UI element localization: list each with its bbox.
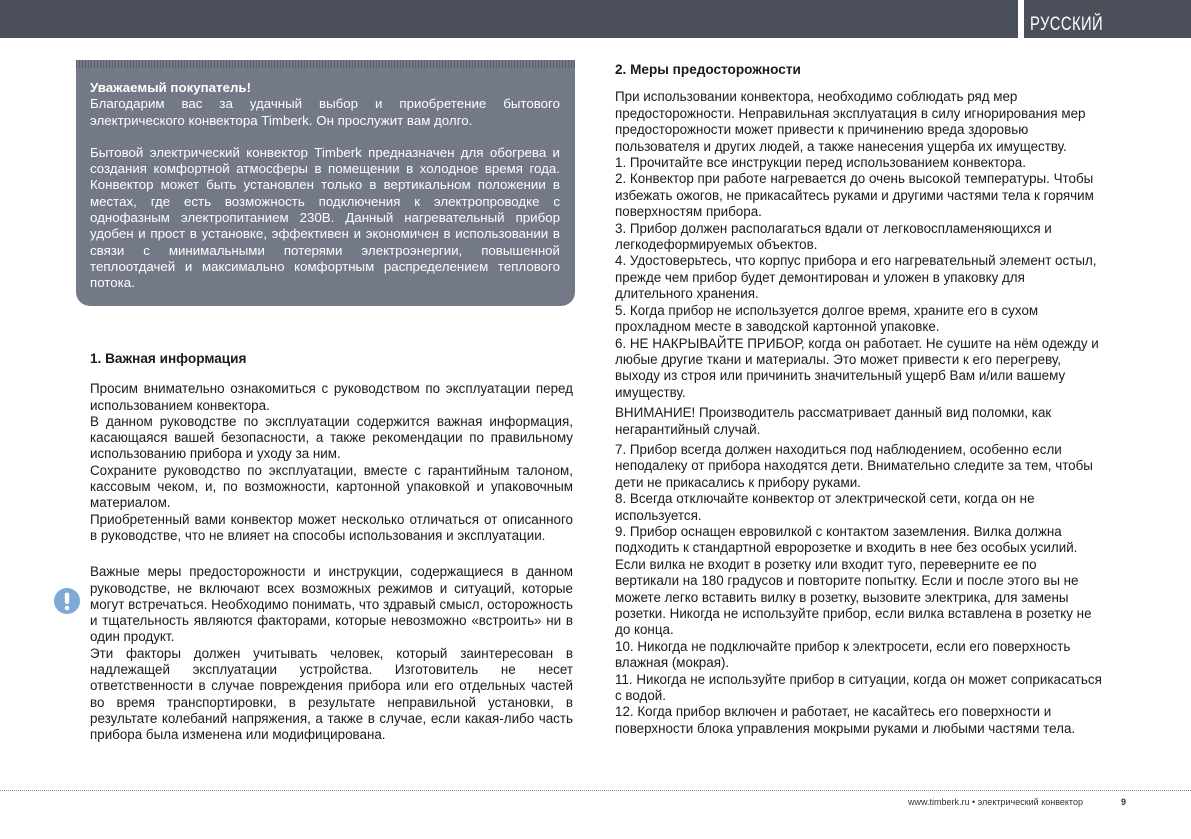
- precaution-item: 10. Никогда не подключайте прибор к электросети, если его поверхность влажная (мокрая).: [615, 638, 1071, 671]
- section1-paragraph: Приобретенный вами конвектор может несколько отличаться от описанного в руководстве, что не влияет на способы использования и эксплуатации.: [90, 511, 573, 543]
- precaution-item: 7. Прибор всегда должен находиться под наблюдением, особенно если неподалеку от прибора находятся дети. Внимательно следите за тем, чтобы дети не прикасались к прибору руками.: [615, 441, 1093, 490]
- page-number: 9: [1121, 797, 1127, 807]
- precaution-item: 9. Прибор оснащен евровилкой с контактом заземления. Вилка должна подходить к стандартной евророзетке и входить в нее без особых усилий. Если вилка не входит в розетку или входит туго, переверните ее по вертикали на 180 градусов и повторите попытку. Если и после этого вы не можете легко вставить вилку в розетку, вызовите электрика, для замены розетки. Никогда не используйте прибор, если вилка вставлена в розетку не до конца.: [615, 523, 1092, 638]
- header-bar: [0, 0, 1191, 38]
- intro-greeting: Уважаемый покупатель!: [90, 80, 252, 95]
- language-label: РУССКИЙ: [1030, 14, 1104, 35]
- section2-title: 2. Меры предосторожности: [615, 62, 801, 77]
- intro-thanks: Благодарим вас за удачный выбор и приобретение бытового электрического конвектора Timberk. Он прослужит вам долго.: [90, 96, 560, 128]
- intro-box: [76, 60, 575, 306]
- precaution-item: 6. НЕ НАКРЫВАЙТЕ ПРИБОР, когда он работает. Не сушите на нём одежду и любые другие ткани и материалы. Это может привести к его перегреву, выходу из строя или причинить значительный ущерб Вам и/или вашему имуществу.: [615, 335, 1099, 400]
- footer-divider: [0, 790, 1191, 791]
- section-precautions: [615, 62, 1103, 737]
- precaution-item: 8. Всегда отключайте конвектор от электрической сети, когда он не используется.: [615, 491, 1035, 523]
- header-separator: [1018, 0, 1024, 38]
- section2-intro: При использовании конвектора, необходимо соблюдать ряд мер предосторожности. Неправильная эксплуатация в силу игнорирования мер предосторожности может привести к причинению вреда здоровью пользователя и других людей, а также нанесения ущерба их имуществу.: [615, 89, 1086, 154]
- warning-text: ВНИМАНИЕ! Производитель рассматривает данный вид поломки, как негарантийный случай.: [615, 405, 1052, 437]
- precaution-item: 2. Конвектор при работе нагревается до очень высокой температуры. Чтобы избежать ожогов, не прикасайтесь руками и другими частями тела к горячим поверхностям прибора.: [615, 171, 1094, 220]
- section1-paragraph: Просим внимательно ознакомиться с руководством по эксплуатации перед использованием конвектора.: [90, 381, 573, 413]
- footer-text: www.timberk.ru • электрический конвектор: [908, 797, 1083, 807]
- intro-description: Бытовой электрический конвектор Timberk предназначен для обогрева и создания комфортной атмосферы в помещении в холодное время года. Конвектор может быть установлен только в вертикальном положении в местах, где есть возможность подключения к электропроводке с однофазным электропитанием 230В. Данный нагревательный прибор удобен и прост в установке, эффективен и экономичен в использовании в связи с минимальными потерями электроэнергии, повышенной теплоотдачей и максимально комфортным распределением теплового потока.: [90, 144, 560, 291]
- intro-box-ticks: [76, 60, 575, 68]
- section-important-info: [90, 351, 573, 744]
- precaution-item: 12. Когда прибор включен и работает, не касайтесь его поверхности и поверхности блока управления мокрыми руками и любыми частями тела.: [615, 704, 1076, 736]
- precaution-item: 11. Никогда не используйте прибор в ситуации, когда он может соприкасаться с водой.: [615, 671, 1102, 704]
- precaution-item: 3. Прибор должен располагаться вдали от легковоспламеняющихся и легкодеформируемых объектов.: [615, 220, 1052, 253]
- precaution-item: 5. Когда прибор не используется долгое время, храните его в сухом прохладном месте в заводской картонной упаковке.: [615, 302, 1039, 335]
- precaution-item: 1. Прочитайте все инструкции перед использованием конвектора.: [615, 155, 1026, 171]
- precaution-item: 4. Удостоверьтесь, что корпус прибора и его нагревательный элемент остыл, прежде чем прибор будет демонтирован и уложен в упаковку для длительного хранения.: [615, 253, 1097, 302]
- notice-paragraph: Эти факторы должен учитывать человек, который заинтересован в надлежащей эксплуатации устройства. Изготовитель не несет ответственности в случае повреждения прибора или его отдельных частей во время транспортировки, в результате неправильной установки, в результате колебаний напряжения, а также в случае, если какая-либо часть прибора была изменена или модифицирована.: [90, 645, 573, 743]
- section1-title: 1. Важная информация: [90, 351, 247, 366]
- exclamation-icon: [54, 588, 80, 614]
- section1-paragraph: В данном руководстве по эксплуатации содержится важная информация, касающаяся вашей безопасности, а также рекомендации по правильному использованию прибора и уходу за ним.: [90, 413, 573, 462]
- notice-paragraph: Важные меры предосторожности и инструкции, содержащиеся в данном руководстве, не включают всех возможных режимов и ситуаций, которые могут встречаться. Необходимо понимать, что здравый смысл, осторожность и тщательность являются факторами, которые невозможно «встроить» ни в один продукт.: [90, 564, 573, 645]
- section1-paragraph: Сохраните руководство по эксплуатации, вместе с гарантийным талоном, кассовым чеком, и, по возможности, картонной упаковкой и упаковочным материалом.: [90, 462, 573, 511]
